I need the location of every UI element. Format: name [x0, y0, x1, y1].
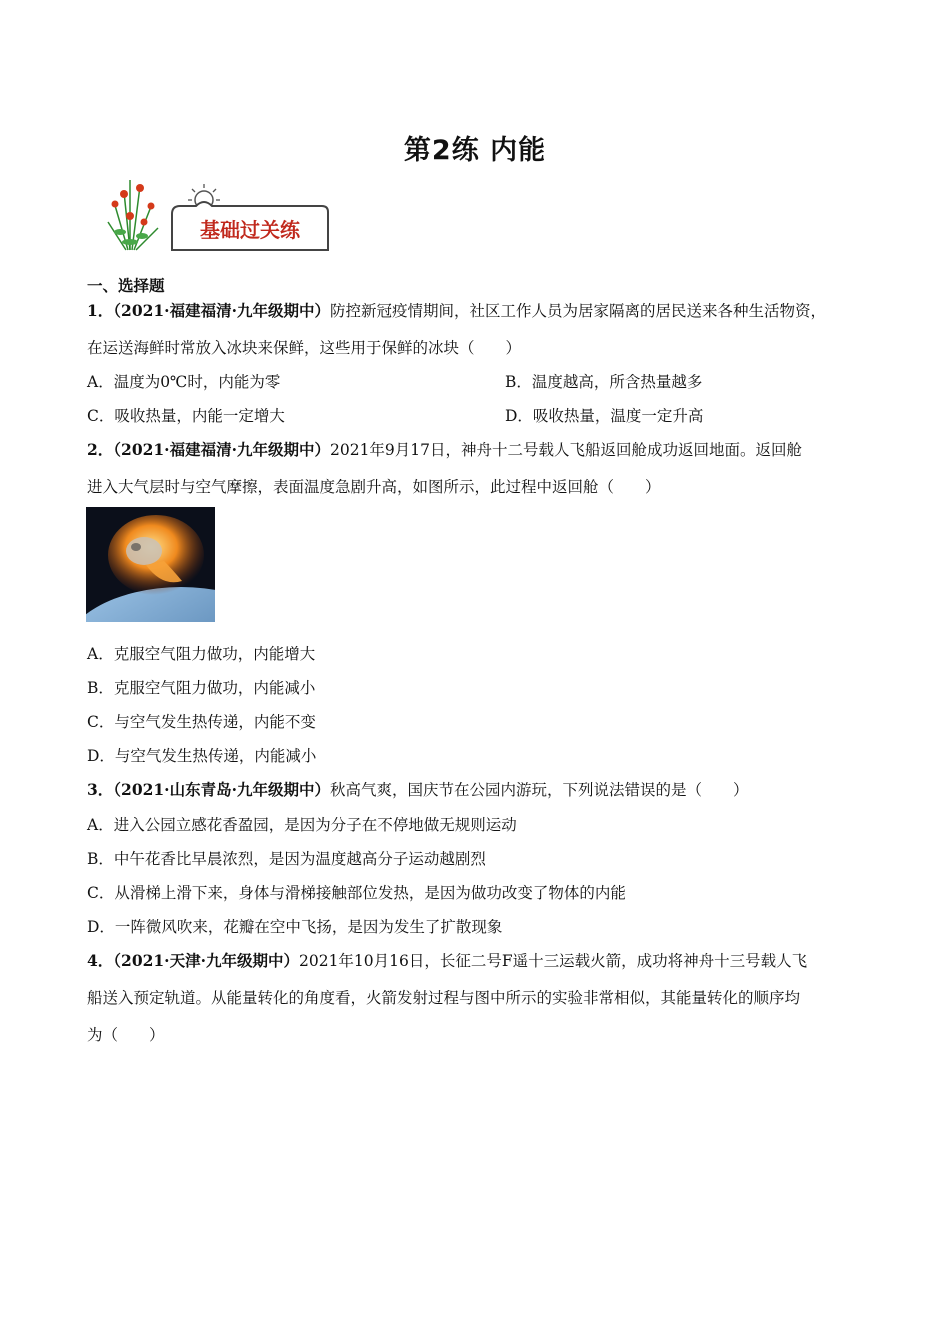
question-3-option-d: D．一阵微风吹来，花瓣在空中飞扬，是因为发生了扩散现象	[87, 918, 503, 936]
question-3-option-b: B．中午花香比早晨浓烈，是因为温度越高分子运动越剧烈	[87, 850, 486, 868]
question-1-options-row-2	[87, 406, 704, 426]
question-3-option-a: A．进入公园立感花香盈园，是因为分子在不停地做无规则运动	[87, 816, 517, 834]
question-source: （2021·山东青岛·九年级期中）	[113, 780, 330, 799]
question-stem: 2021年9月17日，神舟十二号载人飞船返回舱成功返回地面。返回舱	[329, 441, 803, 459]
flower-banner-icon	[100, 172, 330, 254]
page-title: 第2练 内能	[403, 135, 547, 166]
option-c: C．吸收热量，内能一定增大	[87, 407, 285, 425]
question-source: （2021·天津·九年级期中）	[113, 951, 299, 970]
question-4-line-3: 为（ ）	[87, 1026, 165, 1044]
question-2-option-c: C．与空气发生热传递，内能不变	[87, 713, 316, 731]
question-number: 3．	[87, 780, 114, 799]
question-source: （2021·福建福清·九年级期中）	[113, 301, 330, 320]
question-3-option-c: C．从滑梯上滑下来，身体与滑梯接触部位发热，是因为做功改变了物体的内能	[87, 884, 626, 902]
option-d: D．吸收热量，温度一定升高	[505, 407, 704, 425]
question-3-line-1	[87, 780, 749, 800]
question-source: （2021·福建福清·九年级期中）	[113, 440, 330, 459]
option-b: B．温度越高，所含热量越多	[505, 373, 703, 391]
question-number: 1．	[87, 301, 114, 320]
question-1-line-2: 在运送海鲜时常放入冰块来保鲜，这些用于保鲜的冰块（ ）	[87, 339, 522, 357]
question-number: 2．	[87, 440, 114, 459]
question-stem: 秋高气爽，国庆节在公园内游玩，下列说法错误的是（ ）	[329, 781, 749, 799]
banner-label: 基础过关练	[200, 218, 300, 242]
option-a: A．温度为0℃时，内能为零	[87, 373, 281, 391]
question-2-line-2: 进入大气层时与空气摩擦，表面温度急剧升高，如图所示，此过程中返回舱（ ）	[87, 478, 661, 496]
question-2-option-b: B．克服空气阻力做功，内能减小	[87, 679, 316, 697]
question-stem: 2021年10月16日，长征二号F遥十三运载火箭，成功将神舟十三号载人飞	[298, 952, 808, 970]
section-heading: 一、选择题	[87, 276, 165, 295]
question-2-line-1	[87, 440, 802, 460]
question-2-option-a: A．克服空气阻力做功，内能增大	[87, 645, 316, 663]
question-1-options-row-1	[87, 372, 703, 392]
reentry-capsule-image	[86, 507, 215, 622]
question-1-line-1	[87, 301, 826, 321]
question-stem: 防控新冠疫情期间，社区工作人员为居家隔离的居民送来各种生活物资，	[329, 302, 826, 320]
question-number: 4．	[87, 951, 114, 970]
question-4-line-1	[87, 951, 807, 971]
question-4-line-2: 船送入预定轨道。从能量转化的角度看，火箭发射过程与图中所示的实验非常相似，其能量转化的顺序均	[87, 989, 801, 1007]
section-banner	[100, 172, 330, 254]
question-2-option-d: D．与空气发生热传递，内能减小	[87, 747, 317, 765]
